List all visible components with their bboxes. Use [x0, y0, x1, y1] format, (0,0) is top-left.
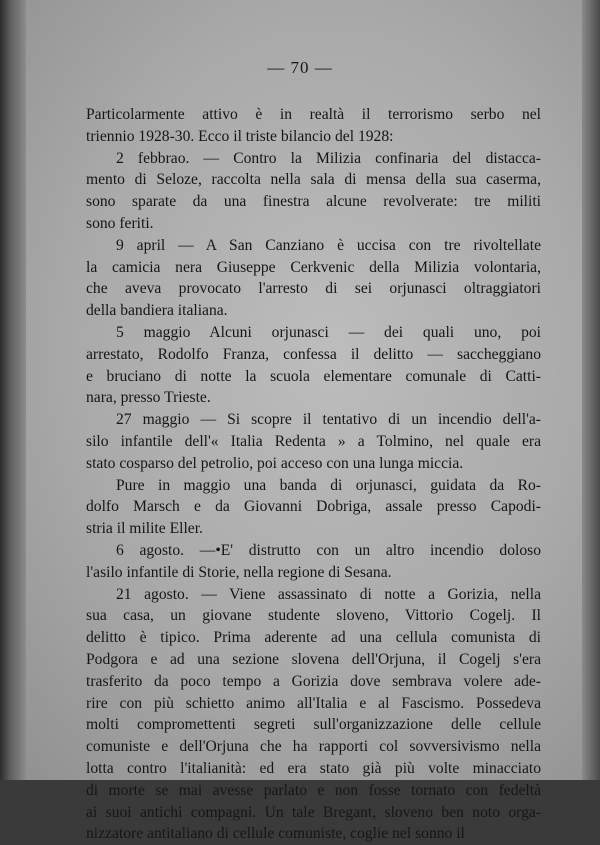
page-text: [86, 104, 541, 845]
text-line: delitto è tipico. Prima aderente ad una cellula comunista di: [86, 629, 541, 647]
text-line: mento di Seloze, raccolta nella sala di mensa della sua caserma,: [86, 171, 541, 189]
text-line: comuniste e dell'Orjuna che ha rapporti col sovversivismo nella: [86, 738, 541, 756]
text-line: Podgora e ad una sezione slovena dell'Orjuna, il Cogelj s'era: [86, 650, 541, 668]
text-line: stria il milite Eller.: [86, 520, 203, 538]
text-line: ai suoi antichi compagni. Un tale Bregant, sloveno ben noto orga-: [86, 803, 541, 821]
text-line: Particolarmente attivo è in realtà il terrorismo serbo nel: [86, 106, 541, 123]
text-line: 27 maggio — Si scopre il tentativo di un incendio dell'a-: [116, 411, 541, 429]
text-line: 6 agosto. —•E' distrutto con un altro incendio doloso: [116, 541, 541, 559]
paragraph: [86, 104, 541, 148]
text-line: nizzatore antitaliano di cellule comuniste, coglie nel sonno il: [86, 825, 465, 843]
text-line: sua casa, un giovane studente sloveno, Vittorio Cogelj. Il: [86, 607, 541, 625]
paragraph: [86, 322, 541, 409]
text-line: 9 april — A San Canziano è uccisa con tre rivoltellate: [116, 236, 541, 254]
text-line: molti compromettenti segreti sull'organizzazione delle cellule: [86, 716, 541, 734]
text-line: della bandiera italiana.: [86, 302, 228, 320]
paragraph: [86, 540, 541, 584]
text-line: 5 maggio Alcuni orjunasci — dei quali uno, poi: [116, 323, 541, 341]
text-line: lotta contro l'italianità: ed era stato già più volte minacciato: [86, 759, 541, 777]
text-line: sono feriti.: [86, 214, 154, 232]
text-line: rire con più schietto animo all'Italia e al Fascismo. Possedeva: [86, 694, 541, 712]
paragraph: [86, 475, 541, 540]
text-line: trasferito da poco tempo a Gorizia dove sembrava volere ade-: [86, 672, 541, 690]
text-line: di morte se mai avesse parlato e non fosse tornato con fedeltà: [86, 781, 541, 799]
text-line: che aveva provocato l'arresto di sei orjunasci oltraggiatori: [86, 280, 541, 298]
text-line: Pure in maggio una banda di orjunasci, guidata da Ro-: [116, 476, 541, 494]
text-line: la camicia nera Giuseppe Cerkvenic della Milizia volontaria,: [86, 258, 541, 276]
text-line: 2 febbrao. — Contro la Milizia confinaria del distacca-: [116, 149, 541, 167]
text-line: nara, presso Trieste.: [86, 389, 211, 407]
paragraph: [86, 235, 541, 322]
text-line: sono sparate da una finestra alcune revolverate: tre militi: [86, 193, 541, 211]
text-line: l'asilo infantile di Storie, nella regione di Sesana.: [86, 563, 392, 581]
paragraph: [86, 584, 541, 845]
text-line: arrestato, Rodolfo Franza, confessa il delitto — saccheggiano: [86, 345, 541, 363]
text-line: 21 agosto. — Viene assassinato di notte a Gorizia, nella: [116, 585, 541, 603]
paragraph: [86, 409, 541, 474]
text-line: silo infantile dell'« Italia Redenta » a Tolmino, nel quale era: [86, 432, 541, 450]
paragraph: [86, 148, 541, 235]
text-line: dolfo Marsch e da Giovanni Dobriga, assale presso Capodi-: [86, 498, 541, 516]
page-number: — 70 —: [267, 58, 333, 77]
text-line: stato cosparso del petrolio, poi acceso con una lunga miccia.: [86, 454, 464, 472]
text-line: triennio 1928-30. Ecco il triste bilancio del 1928:: [86, 127, 394, 145]
text-line: e bruciano di notte la scuola elementare comunale di Catti-: [86, 367, 541, 385]
